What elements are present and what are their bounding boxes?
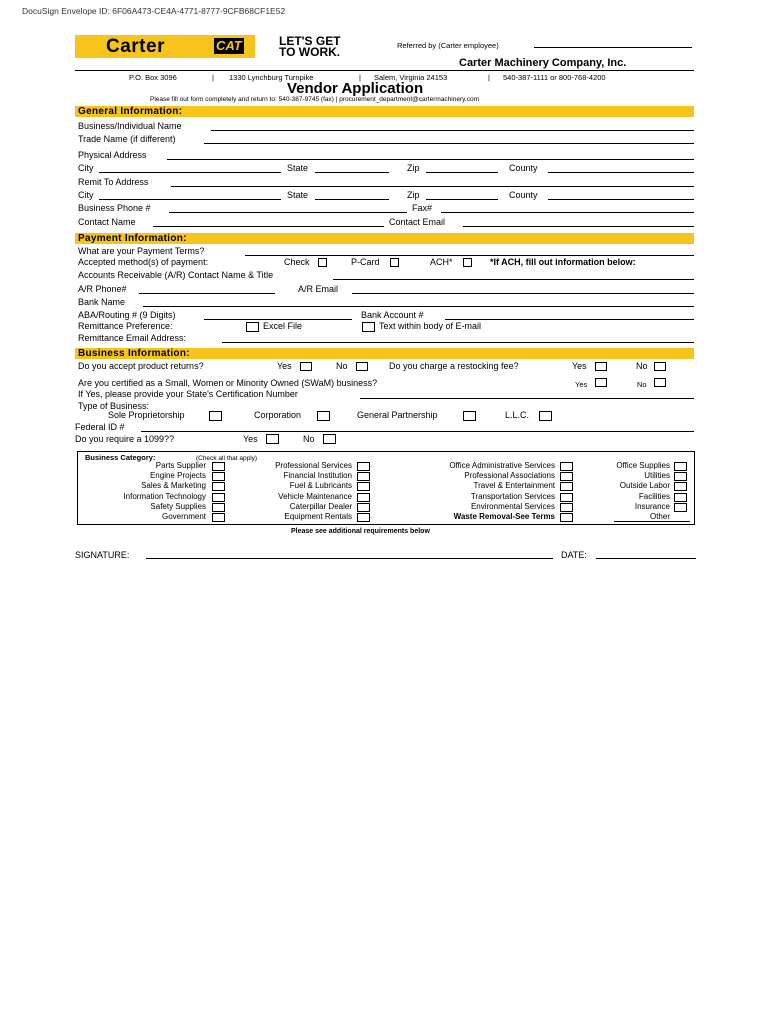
- category-checkbox[interactable]: [212, 503, 225, 512]
- county-field[interactable]: [548, 172, 694, 173]
- aba-field[interactable]: [204, 319, 352, 320]
- restocking-no-checkbox[interactable]: [654, 362, 666, 371]
- physical-address-label: Physical Address: [78, 150, 147, 160]
- returns-no-label: No: [336, 361, 348, 371]
- bank-name-field[interactable]: [143, 306, 694, 307]
- business-phone-field[interactable]: [169, 212, 407, 213]
- category-label-safety-supplies: Safety Supplies: [150, 501, 206, 511]
- state-field[interactable]: [315, 172, 389, 173]
- section-business-title: Business Information:: [78, 348, 190, 359]
- form1099-yes-label: Yes: [243, 434, 258, 444]
- remit-email-field[interactable]: [222, 342, 694, 343]
- footer-note: Please see additional requirements below: [291, 528, 430, 535]
- category-checkbox[interactable]: [212, 493, 225, 502]
- category-label-engine-projects: Engine Projects: [149, 471, 206, 481]
- restocking-no-label: No: [636, 361, 648, 371]
- category-label-vehicle-maintenance: Vehicle Maintenance: [278, 491, 352, 501]
- remit-county-field[interactable]: [548, 199, 694, 200]
- business-name-label: Business/Individual Name: [78, 121, 182, 131]
- sole-checkbox[interactable]: [209, 411, 222, 421]
- cert-number-label: If Yes, please provide your State's Certification Number: [78, 389, 298, 399]
- ach-label: ACH*: [430, 257, 453, 267]
- category-hint: (Check all that apply): [196, 455, 258, 462]
- category-checkbox[interactable]: [674, 472, 687, 481]
- bank-name-label: Bank Name: [78, 297, 126, 307]
- form1099-no-checkbox[interactable]: [323, 434, 336, 444]
- returns-no-checkbox[interactable]: [356, 362, 368, 371]
- category-label-outside-labor: Outside Labor: [619, 481, 670, 491]
- header-rule: [75, 70, 694, 71]
- category-checkbox[interactable]: [357, 482, 370, 491]
- returns-yes-label: Yes: [277, 361, 292, 371]
- category-label: Business Category:: [85, 453, 156, 462]
- category-label-financial-institution: Financial Institution: [283, 471, 352, 481]
- pcard-checkbox[interactable]: [390, 258, 399, 267]
- bank-account-label: Bank Account #: [361, 310, 424, 320]
- business-phone-label: Business Phone #: [78, 203, 151, 213]
- slogan-line1: LET'S GET: [279, 34, 341, 48]
- category-label-travel-entertainment: Travel & Entertainment: [473, 481, 555, 491]
- payment-terms-label: What are your Payment Terms?: [78, 246, 205, 256]
- cat-logo-icon: [214, 38, 244, 54]
- date-field[interactable]: [596, 558, 696, 559]
- text-email-checkbox[interactable]: [362, 322, 375, 332]
- category-checkbox[interactable]: [560, 462, 573, 471]
- excel-checkbox[interactable]: [246, 322, 259, 332]
- category-label-information-technology: Information Technology: [123, 491, 206, 501]
- category-checkbox[interactable]: [357, 462, 370, 471]
- category-label-caterpillar-dealer: Caterpillar Dealer: [289, 501, 352, 511]
- contact-email-field[interactable]: [463, 226, 694, 227]
- category-checkbox[interactable]: [212, 513, 225, 522]
- envelope-id: DocuSign Envelope ID: 6F06A473-CE4A-4771-8777-9CFB68CF1E52: [22, 6, 286, 16]
- county-label: County: [509, 163, 538, 173]
- category-label-professional-services: Professional Services: [275, 461, 352, 470]
- category-checkbox[interactable]: [560, 503, 573, 512]
- payment-methods-label: Accepted method(s) of payment:: [78, 257, 209, 267]
- remit-email-label: Remittance Email Address:: [78, 333, 187, 343]
- category-label-environmental-services: Environmental Services: [470, 501, 555, 511]
- category-checkbox[interactable]: [560, 472, 573, 481]
- restocking-yes-checkbox[interactable]: [595, 362, 607, 371]
- category-label-office-supplies: Office Supplies: [616, 461, 670, 470]
- address-city: Salem, Virginia 24153: [374, 73, 448, 82]
- swam-yes-checkbox[interactable]: [595, 378, 607, 387]
- physical-address-field[interactable]: [167, 159, 694, 160]
- category-label-fuel-lubricants: Fuel & Lubricants: [289, 481, 352, 491]
- company-name: Carter Machinery Company, Inc.: [459, 57, 627, 69]
- remit-pref-label: Remittance Preference:: [78, 321, 173, 331]
- signature-field[interactable]: [146, 558, 553, 559]
- state-label: State: [287, 163, 309, 173]
- ar-contact-label: Accounts Receivable (A/R) Contact Name & Title: [78, 270, 274, 280]
- fax-field[interactable]: [441, 212, 694, 213]
- section-payment-title: Payment Information:: [78, 233, 187, 244]
- cert-number-field[interactable]: [360, 398, 694, 399]
- instructions: Please fill out form completely and return to: 540-387-9745 (fax) | procurement_department@cartermachinery.com: [150, 96, 479, 103]
- fax-label: Fax#: [412, 203, 433, 213]
- category-checkbox[interactable]: [674, 462, 687, 471]
- swam-label: Are you certified as a Small, Women or Minority Owned (SWaM) business?: [78, 378, 378, 388]
- sole-label: Sole Proprietorship: [108, 410, 185, 420]
- excel-label: Excel File: [263, 321, 303, 331]
- ach-note: *If ACH, fill out information below:: [490, 257, 636, 267]
- referred-by-label: Referred by (Carter employee): [397, 41, 499, 50]
- category-label-other: Other: [649, 512, 670, 521]
- address-sep-2: |: [359, 73, 361, 82]
- category-checkbox[interactable]: [357, 493, 370, 502]
- remit-city-field[interactable]: [99, 199, 281, 200]
- section-general-title: General Information:: [78, 106, 183, 117]
- swam-yes-label: Yes: [575, 380, 588, 389]
- business-name-field[interactable]: [211, 130, 694, 131]
- remit-zip-label: Zip: [407, 190, 420, 200]
- category-label-utilities: Utilities: [644, 471, 670, 481]
- remit-city-label: City: [78, 190, 94, 200]
- category-checkbox[interactable]: [357, 472, 370, 481]
- check-label: Check: [284, 257, 310, 267]
- form1099-label: Do you require a 1099??: [75, 434, 175, 444]
- date-label: DATE:: [561, 550, 587, 560]
- contact-email-label: Contact Email: [389, 217, 446, 227]
- llc-checkbox[interactable]: [539, 411, 552, 421]
- section-general-header: [75, 106, 694, 117]
- remit-county-label: County: [509, 190, 538, 200]
- corp-label: Corporation: [254, 410, 302, 420]
- city-field[interactable]: [99, 172, 281, 173]
- category-checkbox[interactable]: [357, 503, 370, 512]
- swam-no-checkbox[interactable]: [654, 378, 666, 387]
- address-phone: 540-387-1111 or 800-768-4200: [503, 73, 606, 82]
- address-sep-3: |: [488, 73, 490, 82]
- returns-label: Do you accept product returns?: [78, 361, 204, 371]
- category-checkbox[interactable]: [212, 472, 225, 481]
- federal-id-label: Federal ID #: [75, 422, 125, 432]
- ar-contact-field[interactable]: [333, 279, 694, 280]
- category-other-field[interactable]: [614, 521, 690, 522]
- remit-zip-field[interactable]: [426, 199, 498, 200]
- swam-no-label: No: [637, 380, 647, 389]
- category-label-transportation-services: Transportation Services: [470, 491, 555, 501]
- restocking-label: Do you charge a restocking fee?: [389, 361, 519, 371]
- category-label-facilities: Facilities: [638, 491, 670, 501]
- category-label-parts-supplier: Parts Supplier: [155, 461, 206, 470]
- trade-name-label: Trade Name (if different): [78, 134, 176, 144]
- gp-label: General Partnership: [357, 410, 438, 420]
- page-title: Vendor Application: [287, 80, 424, 97]
- type-label: Type of Business:: [78, 401, 150, 411]
- ar-email-label: A/R Email: [298, 284, 339, 294]
- category-label-professional-associations: Professional Associations: [464, 471, 555, 481]
- category-label-equipment-rentals: Equipment Rentals: [284, 512, 352, 521]
- returns-yes-checkbox[interactable]: [300, 362, 312, 371]
- remit-address-label: Remit To Address: [78, 177, 149, 187]
- remit-state-label: State: [287, 190, 309, 200]
- carter-cat-logo: [75, 35, 255, 58]
- corp-checkbox[interactable]: [317, 411, 330, 421]
- address-po-box: P.O. Box 3096: [129, 73, 177, 82]
- zip-field[interactable]: [426, 172, 498, 173]
- ach-checkbox[interactable]: [463, 258, 472, 267]
- contact-name-field[interactable]: [153, 226, 384, 227]
- category-label-waste-removal-see-terms: Waste Removal-See Terms: [453, 512, 555, 521]
- text-email-label: Text within body of E-mail: [379, 321, 482, 331]
- section-business-header: [75, 348, 694, 359]
- form1099-yes-checkbox[interactable]: [266, 434, 279, 444]
- gp-checkbox[interactable]: [463, 411, 476, 421]
- signature-label: SIGNATURE:: [75, 550, 130, 560]
- category-checkbox[interactable]: [357, 513, 370, 522]
- referred-by-field[interactable]: [534, 47, 692, 48]
- category-checkbox[interactable]: [560, 482, 573, 491]
- form1099-no-label: No: [303, 434, 315, 444]
- restocking-yes-label: Yes: [572, 361, 587, 371]
- category-label-insurance: Insurance: [634, 501, 670, 511]
- category-checkbox[interactable]: [212, 462, 225, 471]
- category-checkbox[interactable]: [560, 513, 573, 522]
- category-checkbox[interactable]: [212, 482, 225, 491]
- aba-label: ABA/Routing # (9 Digits): [78, 310, 176, 320]
- zip-label: Zip: [407, 163, 420, 173]
- city-label: City: [78, 163, 94, 173]
- section-payment-header: [75, 233, 694, 244]
- trade-name-field[interactable]: [204, 143, 694, 144]
- category-checkbox[interactable]: [674, 503, 687, 512]
- ar-phone-field[interactable]: [139, 293, 275, 294]
- ar-email-field[interactable]: [352, 293, 694, 294]
- remit-state-field[interactable]: [315, 199, 389, 200]
- category-label-government: Government: [161, 512, 206, 521]
- payment-terms-field[interactable]: [245, 255, 694, 256]
- check-checkbox[interactable]: [318, 258, 327, 267]
- category-checkbox[interactable]: [560, 493, 573, 502]
- address-sep-1: |: [212, 73, 214, 82]
- logo-carter-text: Carter: [106, 36, 165, 57]
- bank-account-field[interactable]: [445, 319, 694, 320]
- pcard-label: P-Card: [351, 257, 380, 267]
- category-label-sales-marketing: Sales & Marketing: [141, 481, 206, 491]
- category-label-office-administrative-services: Office Administrative Services: [449, 461, 555, 470]
- slogan-line2: TO WORK.: [279, 45, 341, 59]
- remit-address-field[interactable]: [171, 186, 694, 187]
- logo-cat-text: CAT: [216, 38, 242, 53]
- category-checkbox[interactable]: [674, 482, 687, 491]
- llc-label: L.L.C.: [505, 410, 530, 420]
- federal-id-field[interactable]: [141, 431, 694, 432]
- category-checkbox[interactable]: [674, 493, 687, 502]
- ar-phone-label: A/R Phone#: [78, 284, 127, 294]
- contact-name-label: Contact Name: [78, 217, 136, 227]
- address-street: 1330 Lynchburg Turnpike: [229, 73, 314, 82]
